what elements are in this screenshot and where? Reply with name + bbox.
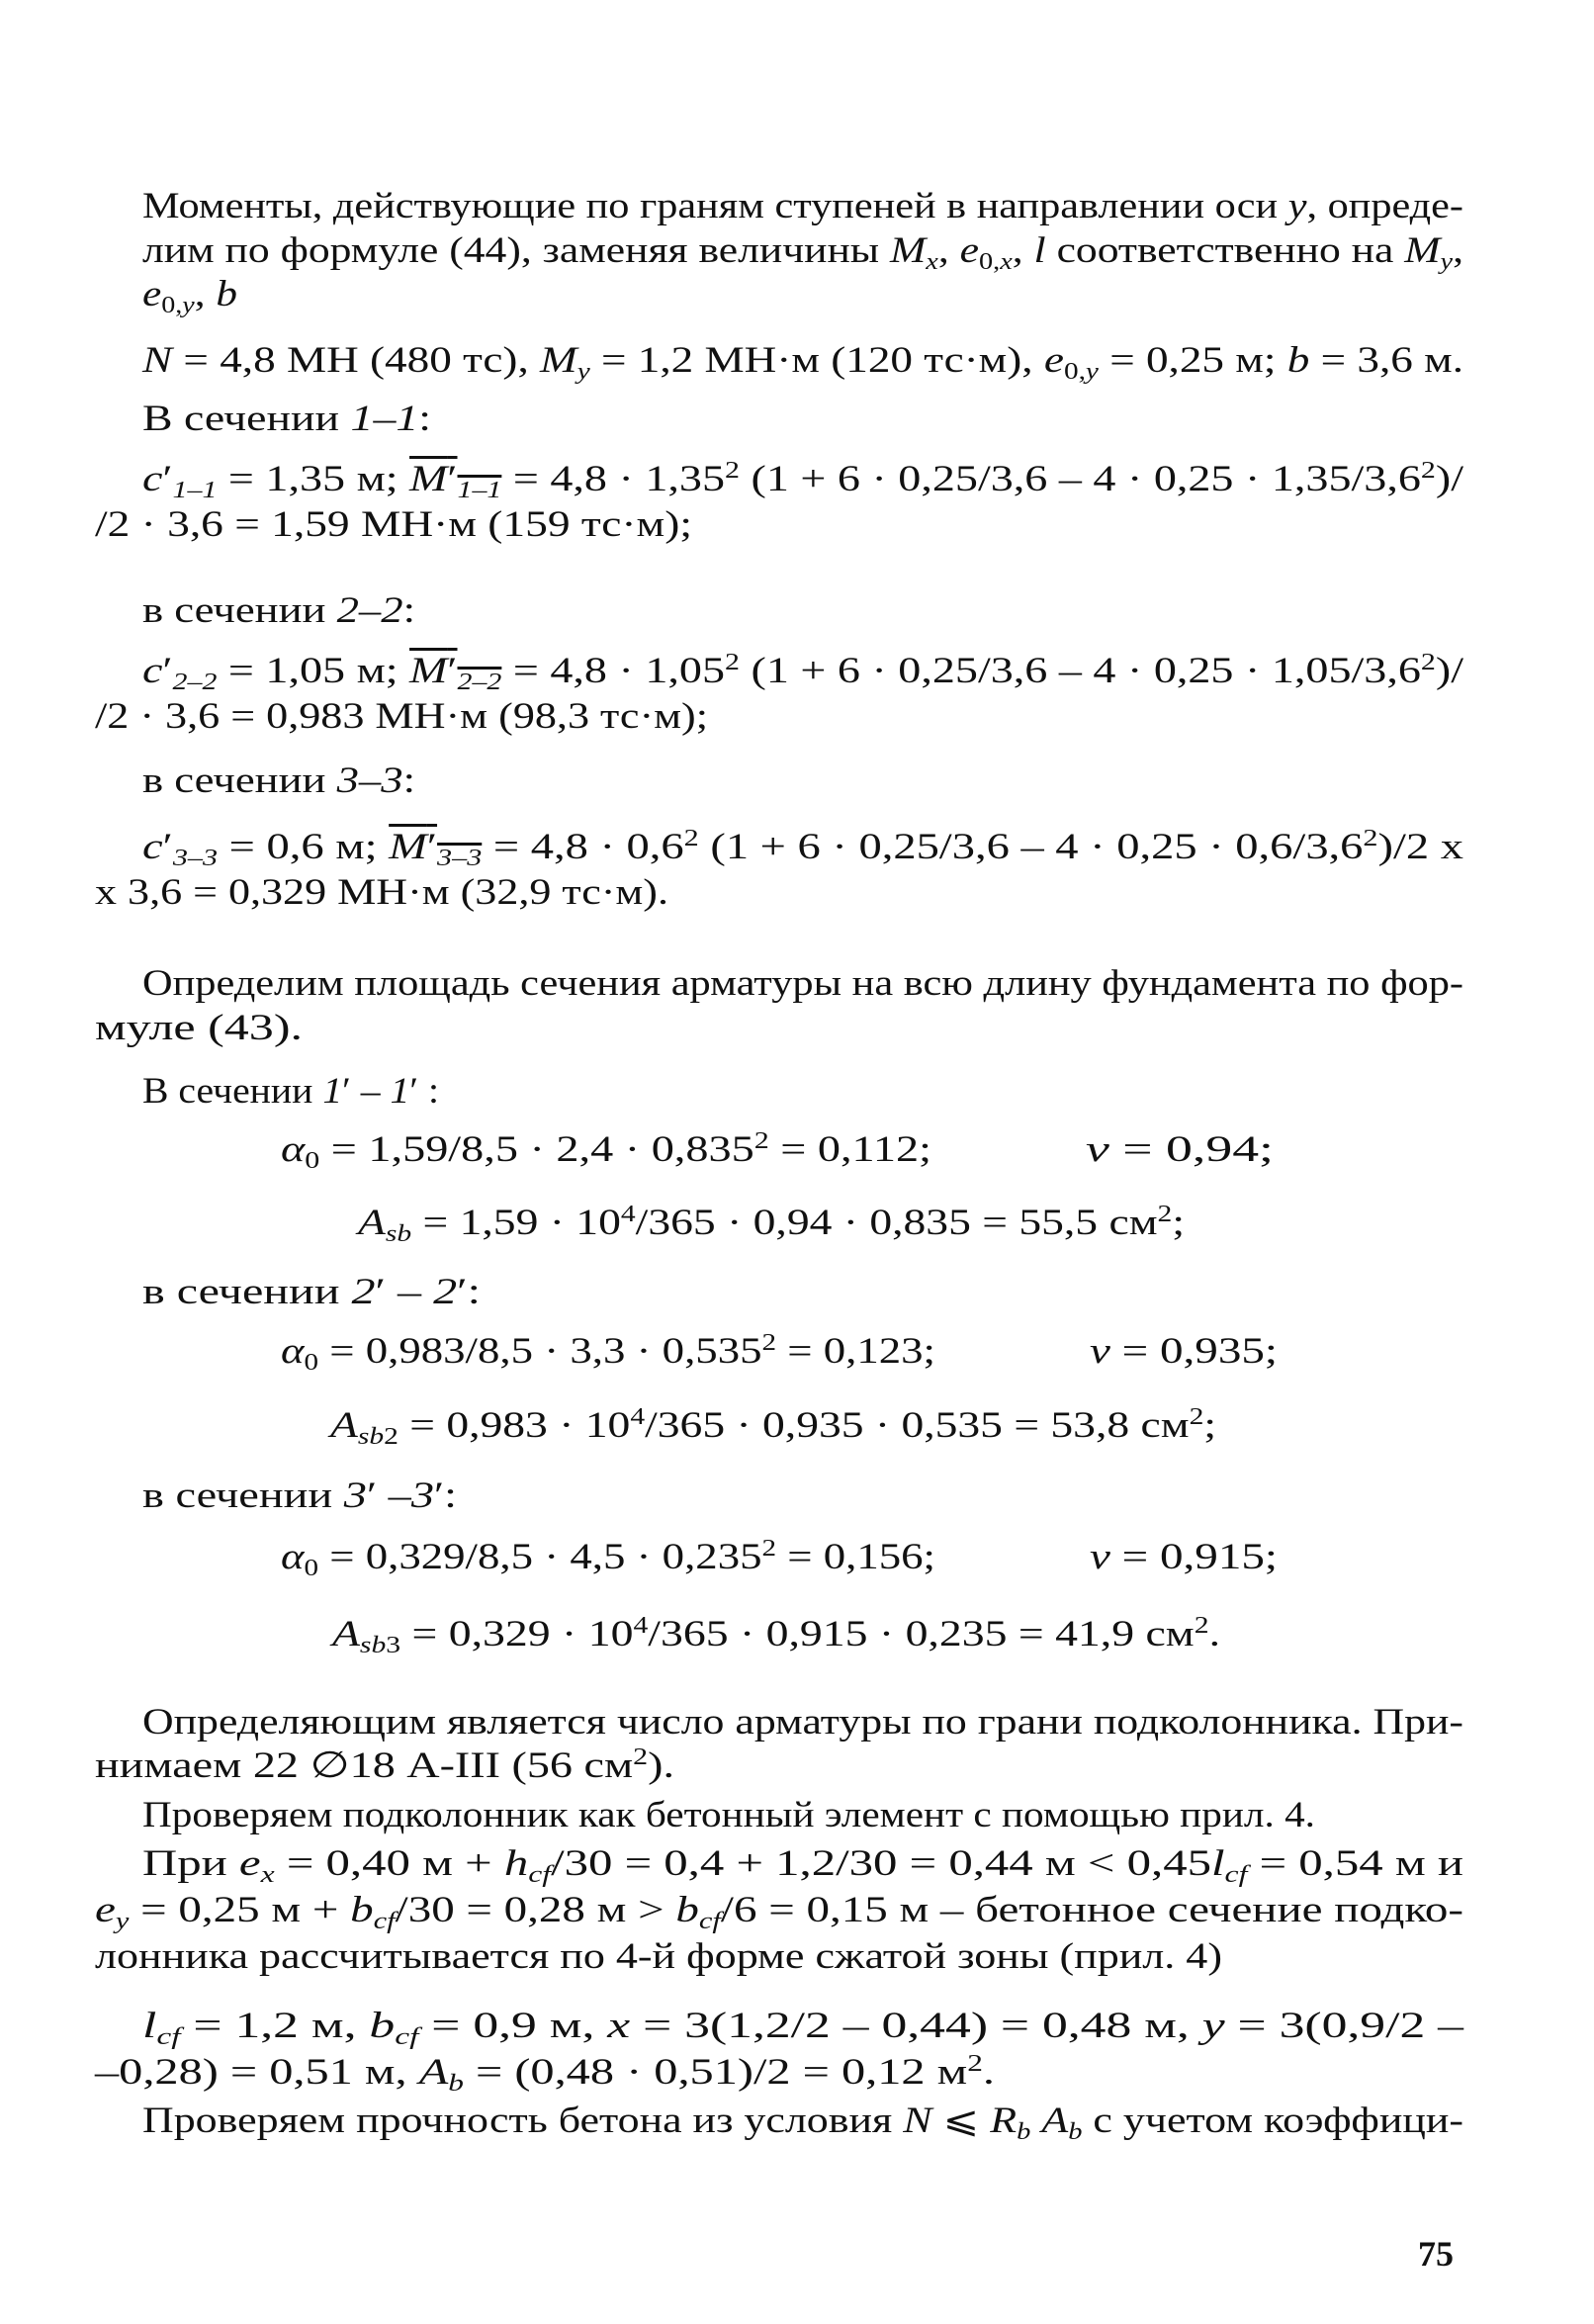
text-line: $A_{sb2} = 0,983 \cdot 10^4/365 \cdot 0,935 \cdot 0,535 = 53,8$ $см^2$; bbox=[330, 1404, 1216, 1450]
text-line: Моменты, действующие по граням ступеней в направлении оси y, опреде- bbox=[142, 186, 1463, 226]
text-line: $c'_{1-1} = 1,35$ м; $M'_{1-1} = 4,8 \cdot 1,35^2$ $(1 + 6 \cdot 0,25/3,6 - 4 \cdot 0,25 \cdot 1,35/3,6^2)/$ bbox=[142, 458, 1463, 503]
text-line: $e_{0,y}$, b bbox=[142, 274, 237, 318]
text-line: х 3,6 = 0,329 МН·м (32,9 тс·м). bbox=[95, 872, 668, 913]
text-line: ν = 0,915; bbox=[1090, 1537, 1278, 1577]
text-line: $\alpha_0 = 1,59/8,5 \cdot 2,4 \cdot 0,835^2 = 0,112$; bbox=[281, 1128, 931, 1174]
text-line: $A_{sb3} = 0,329 \cdot 10^4/365 \cdot 0,915 \cdot 0,235 = 41,9$ $см^2$. bbox=[332, 1613, 1220, 1658]
text-line: Проверяем подколонник как бетонный элемент с помощью прил. 4. bbox=[142, 1795, 1315, 1835]
text-line: в сечении 2–2: bbox=[142, 590, 415, 631]
text-line: /2 · 3,6 = 0,983 МН·м (98,3 тс·м); bbox=[95, 696, 708, 737]
text-line: $c'_{3-3} = 0,6$ м; $M'_{3-3} = 4,8 \cdot 0,6^2$ $(1 + 6 \cdot 0,25/3,6 - 4 \cdot 0,25 \cdot 0,6/3,6^2)/2$ х bbox=[142, 826, 1463, 871]
text-line: ν = 0,94; bbox=[1086, 1129, 1274, 1170]
text-line: $A_{sb} = 1,59 \cdot 10^4/365 \cdot 0,94 \cdot 0,835 = 55,5$ $см^2$; bbox=[358, 1202, 1185, 1247]
text-line: ν = 0,935; bbox=[1090, 1331, 1278, 1372]
text-line: $\alpha_0 = 0,329/8,5 \cdot 4,5 \cdot 0,235^2 = 0,156$; bbox=[281, 1536, 935, 1581]
text-line: $\alpha_0 = 0,983/8,5 \cdot 3,3 \cdot 0,535^2 = 0,123$; bbox=[281, 1330, 935, 1376]
text-line: –0,28) = 0,51 м, $A_b = (0,48 \cdot 0,51)/2 = 0,12$ $м^2$. bbox=[95, 2051, 995, 2097]
text-line: $c'_{2-2} = 1,05$ м; $M'_{2-2} = 4,8 \cdot 1,05^2$ $(1 + 6 \cdot 0,25/3,6 - 4 \cdot 0,25 \cdot 1,05/3,6^2)/$ bbox=[142, 650, 1463, 695]
text-line: $e_y = 0,25$ $м + b_{cf}/30 = 0,28$ $м > b_{cf}/6 = 0,15$ м – бетонное сечение подко- bbox=[95, 1890, 1463, 1934]
text-line: Определим площадь сечения арматуры на всю длину фундамента по фор- bbox=[142, 963, 1463, 1004]
text-line: Проверяем прочность бетона из условия N ⩽ $R_b$ $A_b$ с учетом коэффици- bbox=[142, 2101, 1463, 2145]
text-line: Определяющим является число арматуры по грани подколонника. При- bbox=[142, 1702, 1463, 1743]
text-line: В сечении 1–1: bbox=[142, 399, 431, 439]
text-line: N = 4,8 МН (480 тс), $M_y = 1,2$ МН·м (120 тс·м), $e_{0,y} = 0,25$ м; b = 3,6 м. bbox=[142, 340, 1463, 385]
text-line: в сечении 3′ –3′: bbox=[142, 1475, 457, 1516]
text-line: лонника рассчитывается по 4-й форме сжатой зоны (прил. 4) bbox=[95, 1936, 1222, 1977]
text-line: При $e_x = 0,40$ $м + h_{cf}/30 = 0,4 + 1,2/30 = 0,44$ $м < 0,45l_{cf} = 0,54$ м и bbox=[142, 1843, 1463, 1888]
text-line: муле (43). bbox=[95, 1008, 303, 1048]
page-number: 75 bbox=[1418, 2234, 1454, 2274]
text-line: в сечении 3–3: bbox=[142, 760, 415, 801]
text-line: /2 · 3,6 = 1,59 МН·м (159 тс·м); bbox=[95, 504, 692, 545]
text-line: нимаем 22 ∅18 А-III (56 $см^2$). bbox=[95, 1744, 674, 1786]
text-line: В сечении 1′ – 1′ : bbox=[142, 1071, 439, 1112]
text-line: лим по формуле (44), заменяя величины $M_x$, $e_{0,x}$, l соответственно на $M_y$, bbox=[142, 230, 1463, 275]
text-line: $l_{cf} = 1,2$ м, $b_{cf} = 0,9$ м, x = 3(1,2/2 – 0,44) = 0,48 м, y = 3(0,9/2 – bbox=[142, 2006, 1463, 2050]
text-line: в сечении 2′ – 2′: bbox=[142, 1272, 481, 1312]
